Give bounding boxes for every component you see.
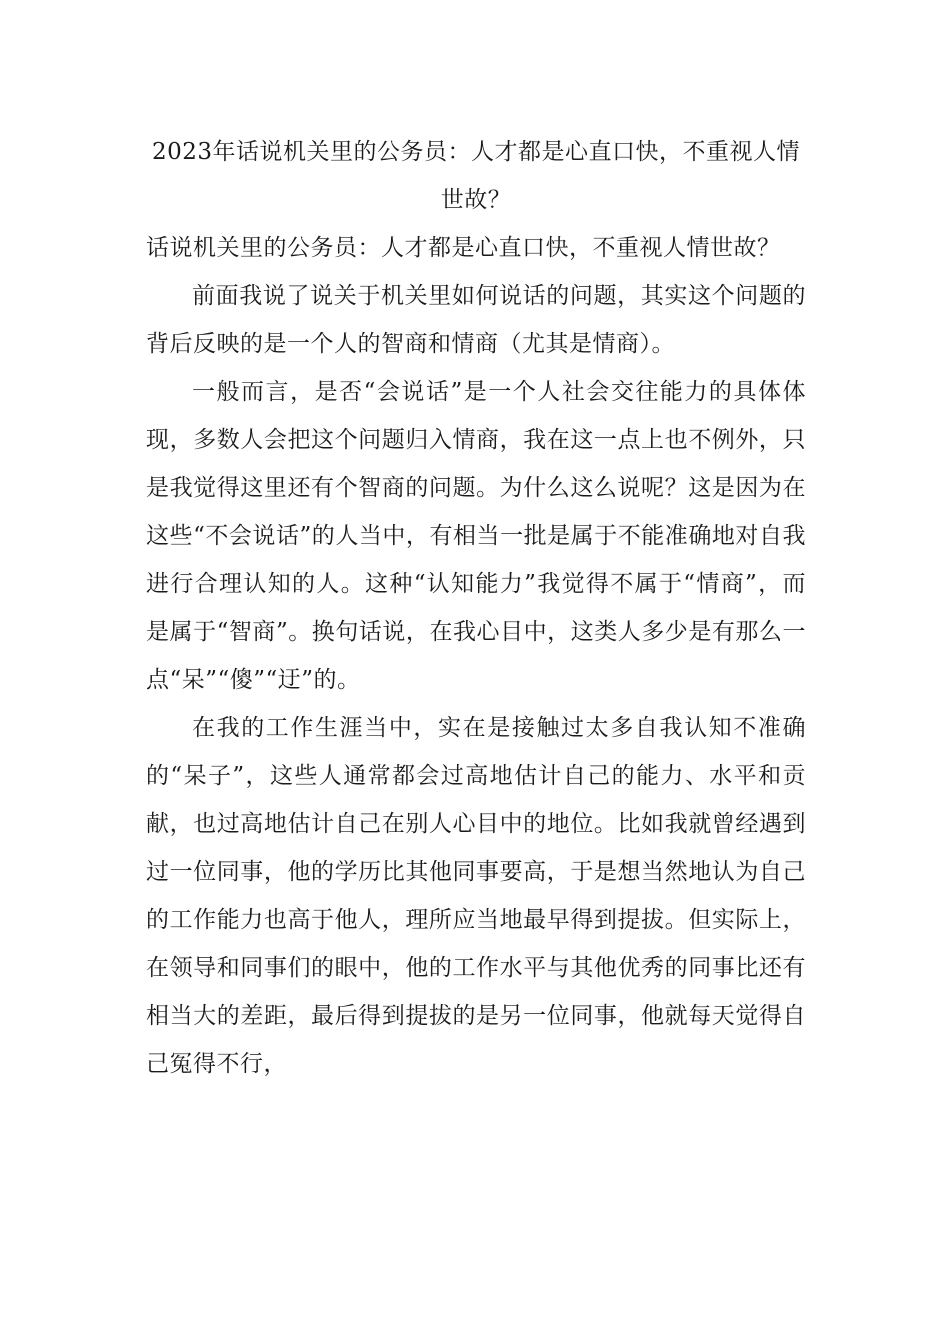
document-subtitle: 话说机关里的公务员：人才都是心直口快，不重视人情世故？ bbox=[146, 235, 781, 261]
paragraph-2: 一般而言，是否“会说话”是一个人社会交往能力的具体体现，多数人会把这个问题归入情商，我在这一点上也不例外，只是我觉得这里还有个智商的问题。为什么这么说呢？这是因为在这些“不会说话”的人当中，有相当一批是属于不能准确地对自我进行合理认知的人。这种“认知能力”我觉得不属于“情商”，而是属于“智商”。换句话说，在我心目中，这类人多少是有那么一点“呆”“傻”“迂”的。 bbox=[146, 379, 806, 693]
paragraph-1: 前面我说了说关于机关里如何说话的问题，其实这个问题的背后反映的是一个人的智商和情商（尤其是情商）。 bbox=[146, 283, 806, 357]
paragraph-3: 在我的工作生涯当中，实在是接触过太多自我认知不准确的“呆子”，这些人通常都会过高地估计自己的能力、水平和贡献，也过高地估计自己在别人心目中的地位。比如我就曾经遇到过一位同事，他的学历比其他同事要高，于是想当然地认为自己的工作能力也高于他人，理所应当地最早得到提拔。但实际上，在领导和同事们的眼中，他的工作水平与其他优秀的同事比还有相当大的差距，最后得到提拔的是另一位同事，他就每天觉得自己冤得不行， bbox=[146, 715, 806, 1077]
document-page bbox=[146, 128, 806, 1088]
document-title: 2023年话说机关里的公务员：人才都是心直口快，不重视人情世故？ bbox=[151, 139, 801, 213]
